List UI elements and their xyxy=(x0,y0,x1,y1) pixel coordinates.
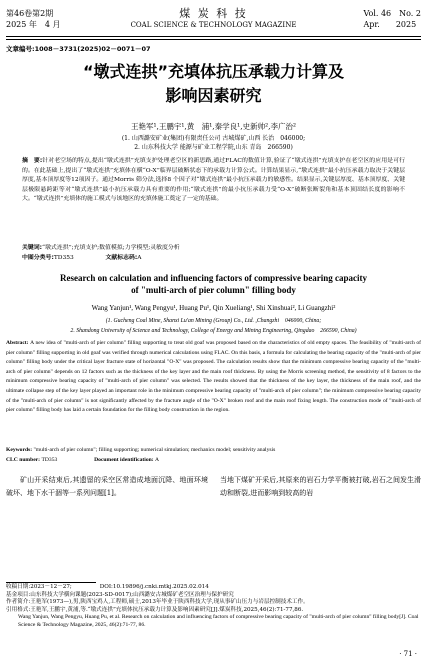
affiliation-cn-2: 2. 山东科技大学 能源与矿业工程学院,山东 青岛 266590) xyxy=(134,144,293,151)
classification-cn xyxy=(22,254,405,263)
footnotes xyxy=(6,584,421,630)
clc-en-label: CLC number: xyxy=(6,457,41,463)
page-number: · 71 · xyxy=(399,650,417,658)
footnote-citation-en: Wang Yanjun, Wang Pengyu, Huang Pu, et al. Research on calculation and influencing factors of compressive bearing capacity of "multi-arch of pier column" filling body[J]. Coal Science & Technology Magazine, 2025, 46(2):71-77, 86. xyxy=(18,614,419,628)
title-en-line1: Research on calculation and influencing factors of compressive bearing capacity xyxy=(60,273,367,283)
authors-en: Wang Yanjun¹, Wang Pengyu¹, Huang Pu¹, Qin Xueliang¹, Shi Xinshuai², Li Guangzhi² xyxy=(91,304,336,312)
doc-code-cn-value: A xyxy=(137,255,142,261)
volume-issue-cn: 第46卷第2期 xyxy=(6,9,54,18)
abstract-cn xyxy=(22,157,405,205)
keywords-cn xyxy=(22,244,405,253)
clc-cn-value: TD353 xyxy=(53,255,74,261)
affiliation-en-1: (1. Gucheng Coal Mine, Shanxi Lu'an Mining (Group) Co., Ltd. ,Changzhi 046000, China; xyxy=(105,318,322,324)
abstract-en xyxy=(6,339,421,416)
keywords-en-text: "multi-arch of pier column"; filling supporting; numerical simulation; mechanics model; sensitivity analysis xyxy=(33,447,276,453)
abstract-en-text: A new idea of "multi-arch of pier column" filling supporting to treat old goaf was proposed based on the characteristics of old empty spaces. The feasibility of "multi-arch of pier column" filling supporting in old goaf was verified through numerical calculations using FLAC. On this basis, a formula for calculating the bearing capacity of the "multi-arch of pier column" filling body under the critical layer fracture state of horizontal "O-X" was proposed. The calculation results show that the minimum compressive bearing capacity of the "multi-arch of pier column" depends on 12 factors such as the thickness of the key layer and the main roof thickness. By using the Morris screening method, the sensitivity of 8 factors to the minimum compressive bearing capacity of "multi-arch of pier column" was selected. The results showed that the thickness of the key layer, the thickness of the main roof, and the ultimate collapse step of the key layer played an important role in the minimum compressive bearing capacity of "multi-arch of pier column"; the minimum compressive bearing capacity of the "multi-arch of pier column" is not significantly affected by the fracture angle of the "O-X" broken roof and the main roof fixing length. The construction mode of "multi-arch of pier column" filling body has laid a certain foundation for the filling body construction in the region. xyxy=(6,340,421,414)
header-right xyxy=(363,8,421,30)
body-column-right: 当地下煤矿开采后,其原来的岩石力学平衡被打破,岩石之间发生滑动和断裂,进而影响到较高的岩 xyxy=(220,476,421,497)
header-rule-thin xyxy=(6,39,421,40)
date-en: Apr. 2025 xyxy=(363,20,417,29)
header-left xyxy=(6,8,61,30)
footnote-received: 收稿日期:2023－12－27; DOI:10.19896/j.cnki.mtkj.2025.02.014 xyxy=(6,584,209,590)
authors-cn: 王艳军¹,王鹏宇¹,黄 浦¹,秦学良¹,史新帅²,李广治² xyxy=(131,122,296,131)
keywords-en-label: Keywords: xyxy=(6,447,33,453)
keywords-en xyxy=(6,446,421,455)
doc-code-en-value: A xyxy=(155,457,160,463)
title-cn-line1: “墩式连拱”充填体抗压承载力计算及 xyxy=(82,62,345,81)
body-column-left: 矿山开采结束后,其遗留的采空区常造成地面沉降、地面环境破坏、地下水干涸等一系列问题[1]。 xyxy=(6,476,208,497)
abstract-cn-label: 摘 要: xyxy=(22,158,43,164)
affiliations-en xyxy=(10,316,417,336)
affiliations-cn xyxy=(0,134,427,152)
footnote-rule xyxy=(6,582,96,583)
clc-en-value: TD353 xyxy=(41,457,58,463)
keywords-cn-text: “墩式连拱”;充填支护;数值模拟;力学模型;灵敏度分析 xyxy=(42,245,180,251)
header-center xyxy=(110,8,317,31)
keywords-cn-label: 关键词: xyxy=(22,245,43,251)
title-en xyxy=(0,272,427,296)
footnote-citation-cn: 引用格式:王艳军,王鹏宇,黄浦,等.“墩式连拱”充填体抗压承载力计算及影响因素研究[J].煤炭科技,2025,46(2):71-77,86. xyxy=(6,606,304,613)
article-id: 文章编号:1008－3731(2025)02－0071－07 xyxy=(6,45,151,53)
footnote-author: 作者简介:王艳军(1973—),男,陕西宝鸡人,工程师,硕士,2013年毕业于陕西科技大学,现从事矿山压力与岩层控制技术工作。 xyxy=(6,599,309,606)
title-cn-line2: 影响因素研究 xyxy=(165,86,262,105)
journal-name-en: COAL SCIENCE & TECHNOLOGY MAGAZINE xyxy=(130,21,297,29)
abstract-en-label: Abstract: xyxy=(6,340,29,346)
journal-name-cn: 煤 炭 科 技 xyxy=(179,7,248,20)
title-cn xyxy=(0,60,427,108)
classification-en xyxy=(6,456,421,465)
doc-code-en-label: Document identification: xyxy=(94,457,154,463)
clc-cn-label: 中图分类号: xyxy=(22,255,54,261)
affiliation-en-2: 2. Shandong University of Science and Technology, College of Energy and Mining Engineering, Qingdao 266590, China) xyxy=(70,328,357,334)
volume-issue-en: Vol. 46 No. 2 xyxy=(363,9,421,18)
title-en-line2: of "multi-arch of pier column" filling body xyxy=(131,285,296,295)
date-cn: 2025 年 4 月 xyxy=(6,20,61,29)
doc-code-cn-label: 文献标志码: xyxy=(105,255,138,261)
footnote-fund: 基金项目:山东科技大学横向课题(2023-SD-0017);山西潞安古城煤矿老空区治理与保护研究 xyxy=(6,591,234,598)
header-rule-thick xyxy=(6,36,421,37)
abstract-cn-text: 针对老空场的特点,提出“墩式连拱”充填支护处理老空区的新思路,通过FLAC的数值计算,验证了“墩式连拱”充填支护在老空区的应用是可行的。在此基础上,提出了“墩式连拱”充填体在横“O-X”临界层破断状态下的承载力计算公式。计算结果显示,“墩式连拱”最小抗压承载力取决于关键层厚度,基本顶厚度等12项因子。通过Morris 筛分法,选择8 个因子对“墩式连拱”最小抗压承载力的敏感性。结果显示,关键层厚度、基本顶厚度、关键层极限悬跨距等对“墩式连拱”最小抗压承载力具有重要的作用;“墩式连拱”的最小抗压承载力受“O-X”破断张断裂角和基本顶固结长度的影响不大。“墩式连拱”充填体的施工模式与该地区的充填体施工奠定了一定的基础。 xyxy=(22,158,405,203)
affiliation-cn-1: (1. 山西潞安矿业(集团)有限责任公司 古城煤矿,山西 长治 046000; xyxy=(121,135,306,142)
